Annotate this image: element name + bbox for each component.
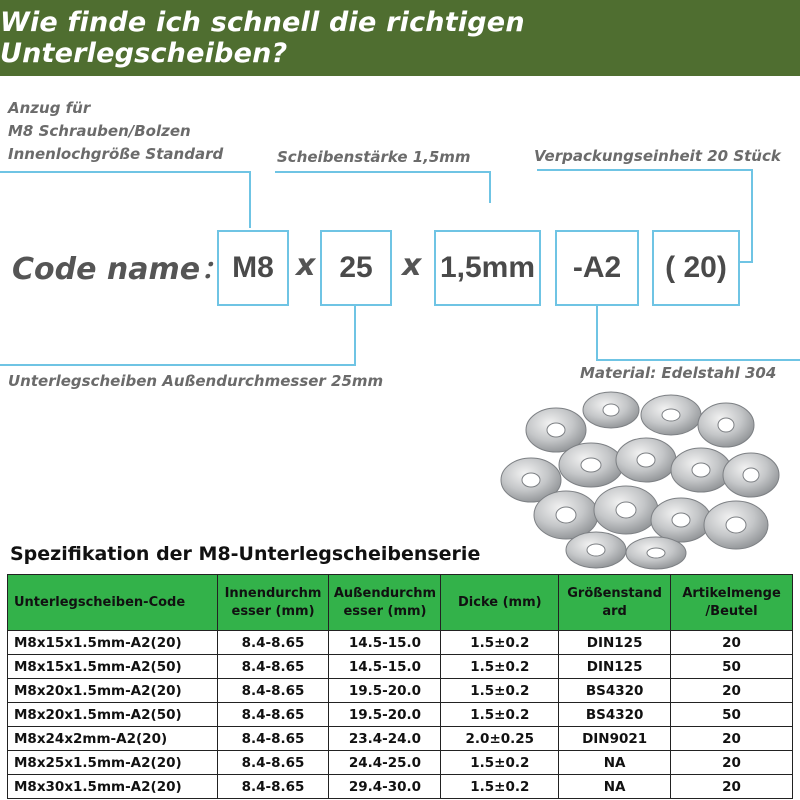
cell-thickness: 1.5±0.2	[441, 679, 559, 703]
spec-title: Spezifikation der M8-Unterlegscheibenserie	[10, 543, 481, 565]
header-thickness: Dicke (mm)	[441, 575, 559, 631]
table-row	[8, 703, 793, 727]
header-inner-diameter: Innendurchm esser (mm)	[217, 575, 329, 631]
thickness-connector	[275, 172, 490, 203]
cell-outer: 14.5-15.0	[329, 655, 441, 679]
banner-title: Wie finde ich schnell die richtigen Unterlegscheiben?	[0, 7, 525, 69]
cell-thickness: 1.5±0.2	[441, 775, 559, 799]
cell-inner: 8.4-8.65	[217, 679, 329, 703]
cell-standard: DIN9021	[559, 727, 671, 751]
table-row	[8, 655, 793, 679]
quantity-box: ( 20)	[652, 230, 740, 306]
table-row	[8, 775, 793, 799]
cell-quantity: 20	[671, 751, 793, 775]
cell-quantity: 20	[671, 679, 793, 703]
cell-thickness: 1.5±0.2	[441, 751, 559, 775]
cell-code: M8x20x1.5mm-A2(50)	[8, 703, 218, 727]
code-name-label: Code name：	[12, 252, 231, 287]
cell-quantity: 20	[671, 775, 793, 799]
cell-inner: 8.4-8.65	[217, 727, 329, 751]
cell-inner: 8.4-8.65	[217, 631, 329, 655]
cell-outer: 14.5-15.0	[329, 631, 441, 655]
spec-table	[7, 574, 793, 799]
cell-code: M8x15x1.5mm-A2(50)	[8, 655, 218, 679]
header-quantity: Artikelmenge /Beutel	[671, 575, 793, 631]
cell-outer: 19.5-20.0	[329, 679, 441, 703]
cell-inner: 8.4-8.65	[217, 775, 329, 799]
cell-outer: 23.4-24.0	[329, 727, 441, 751]
cell-standard: BS4320	[559, 679, 671, 703]
outer-diameter-connector	[0, 305, 355, 365]
times-sign-2: x	[402, 248, 422, 283]
table-row	[8, 631, 793, 655]
material-note: Material: Edelstahl 304	[580, 364, 777, 382]
thickness-box: 1,5mm	[434, 230, 541, 306]
cell-standard: NA	[559, 775, 671, 799]
size-box: M8	[217, 230, 289, 306]
anzug-note	[8, 97, 223, 166]
anzug-connector	[0, 172, 250, 228]
cell-inner: 8.4-8.65	[217, 751, 329, 775]
table-row	[8, 751, 793, 775]
table-row	[8, 679, 793, 703]
cell-outer: 29.4-30.0	[329, 775, 441, 799]
cell-standard: NA	[559, 751, 671, 775]
cell-quantity: 20	[671, 727, 793, 751]
cell-standard: BS4320	[559, 703, 671, 727]
cell-outer: 19.5-20.0	[329, 703, 441, 727]
cell-thickness: 1.5±0.2	[441, 703, 559, 727]
cell-thickness: 1.5±0.2	[441, 631, 559, 655]
header-code: Unterlegscheiben-Code	[8, 575, 218, 631]
cell-inner: 8.4-8.65	[217, 655, 329, 679]
cell-code: M8x15x1.5mm-A2(20)	[8, 631, 218, 655]
cell-quantity: 50	[671, 655, 793, 679]
cell-quantity: 50	[671, 703, 793, 727]
cell-standard: DIN125	[559, 655, 671, 679]
cell-quantity: 20	[671, 631, 793, 655]
cell-code: M8x25x1.5mm-A2(20)	[8, 751, 218, 775]
cell-thickness: 1.5±0.2	[441, 655, 559, 679]
packaging-note: Verpackungseinheit 20 Stück	[534, 147, 781, 165]
header-outer-diameter: Außendurchm esser (mm)	[329, 575, 441, 631]
anzug-line-1: Anzug für	[8, 99, 91, 117]
times-sign-1: x	[296, 248, 316, 283]
cell-thickness: 2.0±0.25	[441, 727, 559, 751]
spec-header-row	[8, 575, 793, 631]
thickness-note: Scheibenstärke 1,5mm	[277, 148, 471, 166]
outer-diameter-box: 25	[320, 230, 392, 306]
table-row	[8, 727, 793, 751]
cell-code: M8x24x2mm-A2(20)	[8, 727, 218, 751]
material-box: -A2	[555, 230, 639, 306]
spec-body	[8, 631, 793, 799]
cell-inner: 8.4-8.65	[217, 703, 329, 727]
outer-diameter-note: Unterlegscheiben Außendurchmesser 25mm	[8, 372, 384, 390]
header-standard: Größenstand ard	[559, 575, 671, 631]
anzug-line-3: Innenlochgröße Standard	[8, 145, 224, 163]
material-connector	[597, 305, 800, 360]
cell-outer: 24.4-25.0	[329, 751, 441, 775]
cell-standard: DIN125	[559, 631, 671, 655]
stainless-washers-photo	[496, 385, 796, 570]
cell-code: M8x20x1.5mm-A2(20)	[8, 679, 218, 703]
anzug-line-2: M8 Schrauben/Bolzen	[8, 122, 191, 140]
cell-code: M8x30x1.5mm-A2(20)	[8, 775, 218, 799]
